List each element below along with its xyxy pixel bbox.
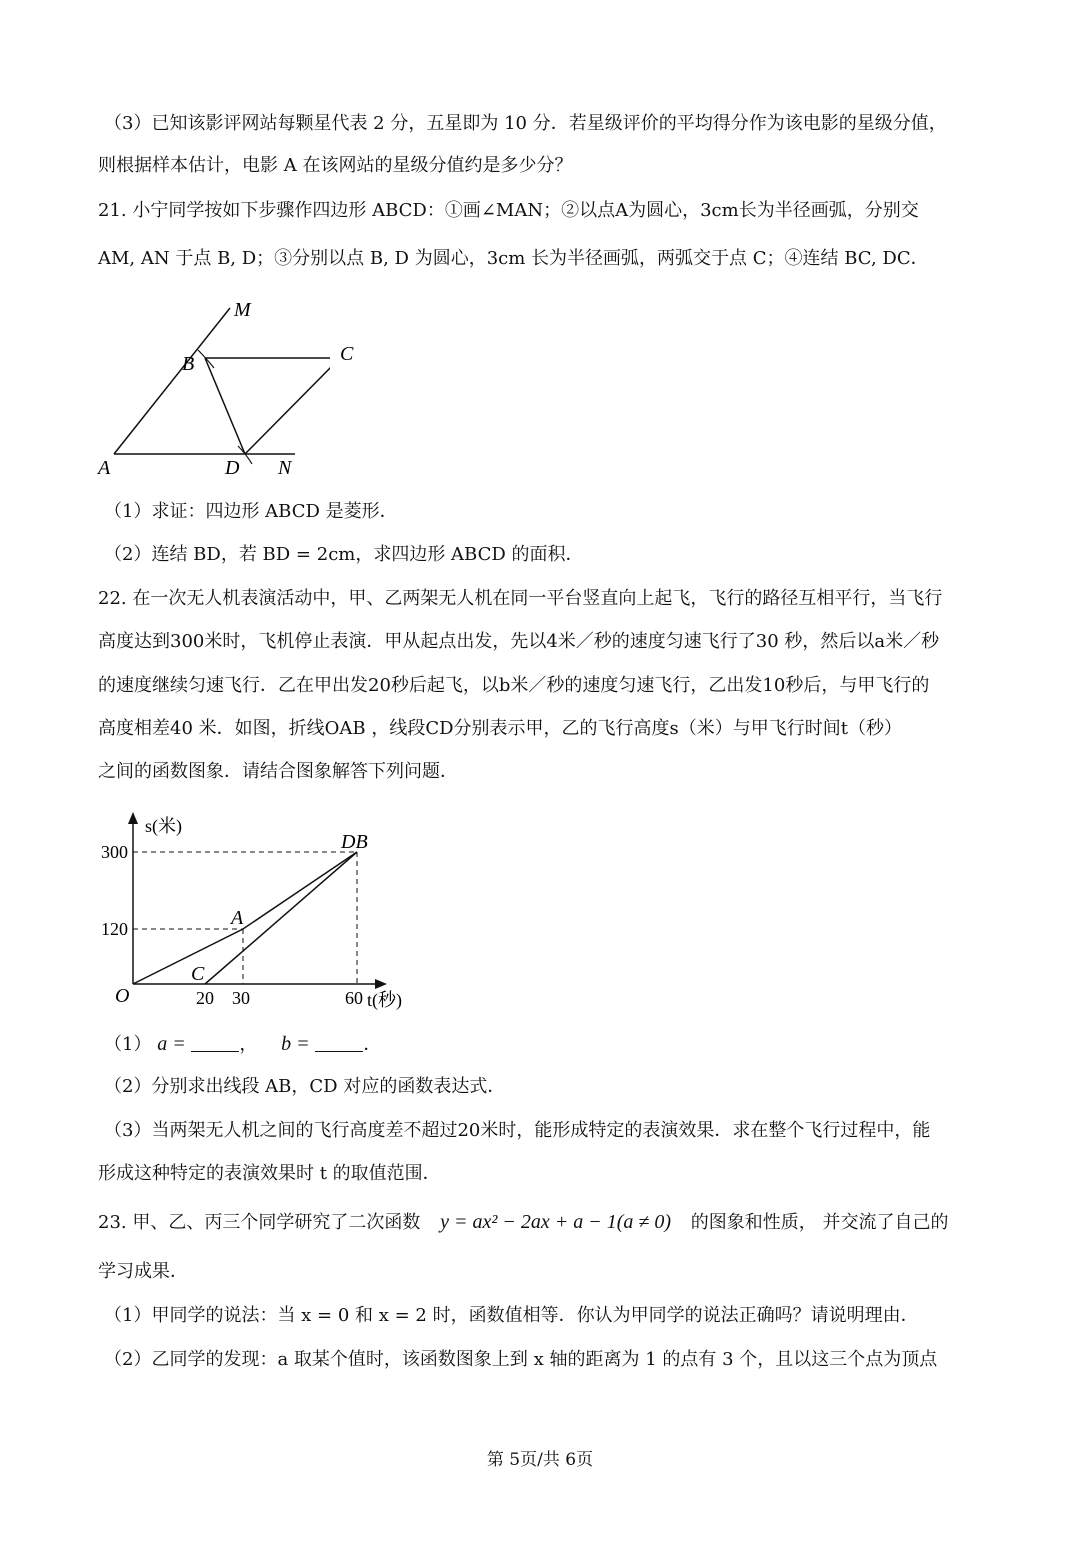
q20-part3-line2: 则根据样本估计，电影 A 在该网站的星级分值约是多少分？ [98, 155, 573, 176]
x-axis-label: t(秒) [367, 990, 402, 1010]
point-a-label: A [231, 907, 244, 929]
q21-part1: （1）求证：四边形 ABCD 是菱形． [104, 501, 398, 522]
q22-part1-end: ． [363, 1034, 382, 1055]
x-tick-30: 30 [232, 988, 250, 1008]
q22-line4: 高度相差40 米．如图，折线OAB ，线段CD分别表示甲，乙的飞行高度s（米）与甲飞行时间t（秒） [98, 718, 903, 739]
q22-line5: 之间的函数图象．请结合图象解答下列问题． [98, 761, 458, 782]
q22-part3-line1: （3）当两架无人机之间的飞行高度差不超过20米时，能形成特定的表演效果．求在整个飞行过程中，能 [104, 1120, 931, 1141]
q23-part2: （2）乙同学的发现：a 取某个值时，该函数图象上到 x 轴的距离为 1 的点有 3 个，且以这三个点为顶点 [104, 1349, 938, 1370]
q22-part1-b: b = [281, 1033, 310, 1055]
label-n: N [278, 457, 292, 479]
rhombus-figure [90, 290, 330, 490]
point-c-label: C [191, 963, 205, 985]
label-d: D [225, 457, 240, 479]
answer-blank-b[interactable] [315, 1033, 363, 1052]
q23-part1: （1）甲同学的说法：当 x = 0 和 x = 2 时，函数值相等．你认为甲同学的说法正确吗？请说明理由． [104, 1305, 919, 1326]
label-c: C [340, 343, 354, 365]
rhombus-figure-c [330, 340, 370, 370]
y-axis-label: s(米) [145, 816, 182, 836]
q21-line2: AM, AN 于点 B, D；③分别以点 B, D 为圆心，3cm 长为半径画弧，两弧交于点 C；④连结 BC, DC． [98, 248, 929, 269]
q23-line1-pre: 23. 甲、乙、丙三个同学研究了二次函数 [98, 1212, 421, 1233]
q22-part3-line2: 形成这种特定的表演效果时 t 的取值范围． [98, 1163, 441, 1184]
line-cd [205, 852, 357, 984]
page-footer: 第 5页/共 6页 [486, 1450, 594, 1470]
segment-dc [245, 358, 330, 454]
q22-part2: （2）分别求出线段 AB，CD 对应的函数表达式． [104, 1076, 506, 1097]
y-tick-300: 300 [101, 842, 128, 862]
y-tick-120: 120 [101, 919, 128, 939]
x-tick-60: 60 [345, 988, 363, 1008]
origin-label: O [115, 985, 130, 1007]
answer-blank-a[interactable] [191, 1033, 239, 1052]
q23-formula: y = ax² − 2ax + a − 1(a ≠ 0) [440, 1211, 672, 1233]
segment-bd [205, 358, 245, 454]
q23-line2: 学习成果． [98, 1261, 188, 1282]
line-oab [133, 852, 357, 984]
arc-b [198, 350, 214, 368]
q21-line1: 21. 小宁同学按如下步骤作四边形 ABCD：①画∠MAN；②以点A为圆心，3cm长为半径画弧，分别交 [98, 200, 919, 221]
q21-part2: （2）连结 BD，若 BD = 2cm，求四边形 ABCD 的面积． [104, 544, 584, 565]
flight-graph [95, 808, 425, 1018]
q22-line3: 的速度继续匀速飞行．乙在甲出发20秒后起飞，以b米／秒的速度匀速飞行，乙出发10秒后，与甲飞行的 [98, 675, 930, 696]
q20-part3-line1: （3）已知该影评网站每颗星代表 2 分，五星即为 10 分．若星级评价的平均得分作为该电影的星级分值， [104, 113, 947, 134]
q22-part1-comma: ， [239, 1034, 258, 1055]
q22-part1-prefix: （1） [104, 1034, 152, 1055]
q22-line1: 22. 在一次无人机表演活动中，甲、乙两架无人机在同一平台竖直向上起飞，飞行的路径互相平行，当飞行 [98, 588, 943, 609]
ray-am [114, 308, 230, 454]
q22-part1 [104, 1030, 381, 1059]
label-a: A [98, 457, 111, 479]
label-m: M [234, 299, 251, 321]
y-axis-arrow [128, 812, 138, 824]
q23-line1-post: 的图象和性质， 并交流了自己的 [690, 1212, 949, 1233]
point-db-label: DB [341, 831, 368, 853]
q23-line1 [98, 1208, 948, 1237]
q22-part1-a: a = [157, 1033, 186, 1055]
x-tick-20: 20 [196, 988, 214, 1008]
x-axis-arrow [375, 979, 387, 989]
q22-line2: 高度达到300米时，飞机停止表演．甲从起点出发，先以4米／秒的速度匀速飞行了30 秒，然后以a米／秒 [98, 631, 940, 652]
label-b: B [182, 353, 195, 375]
